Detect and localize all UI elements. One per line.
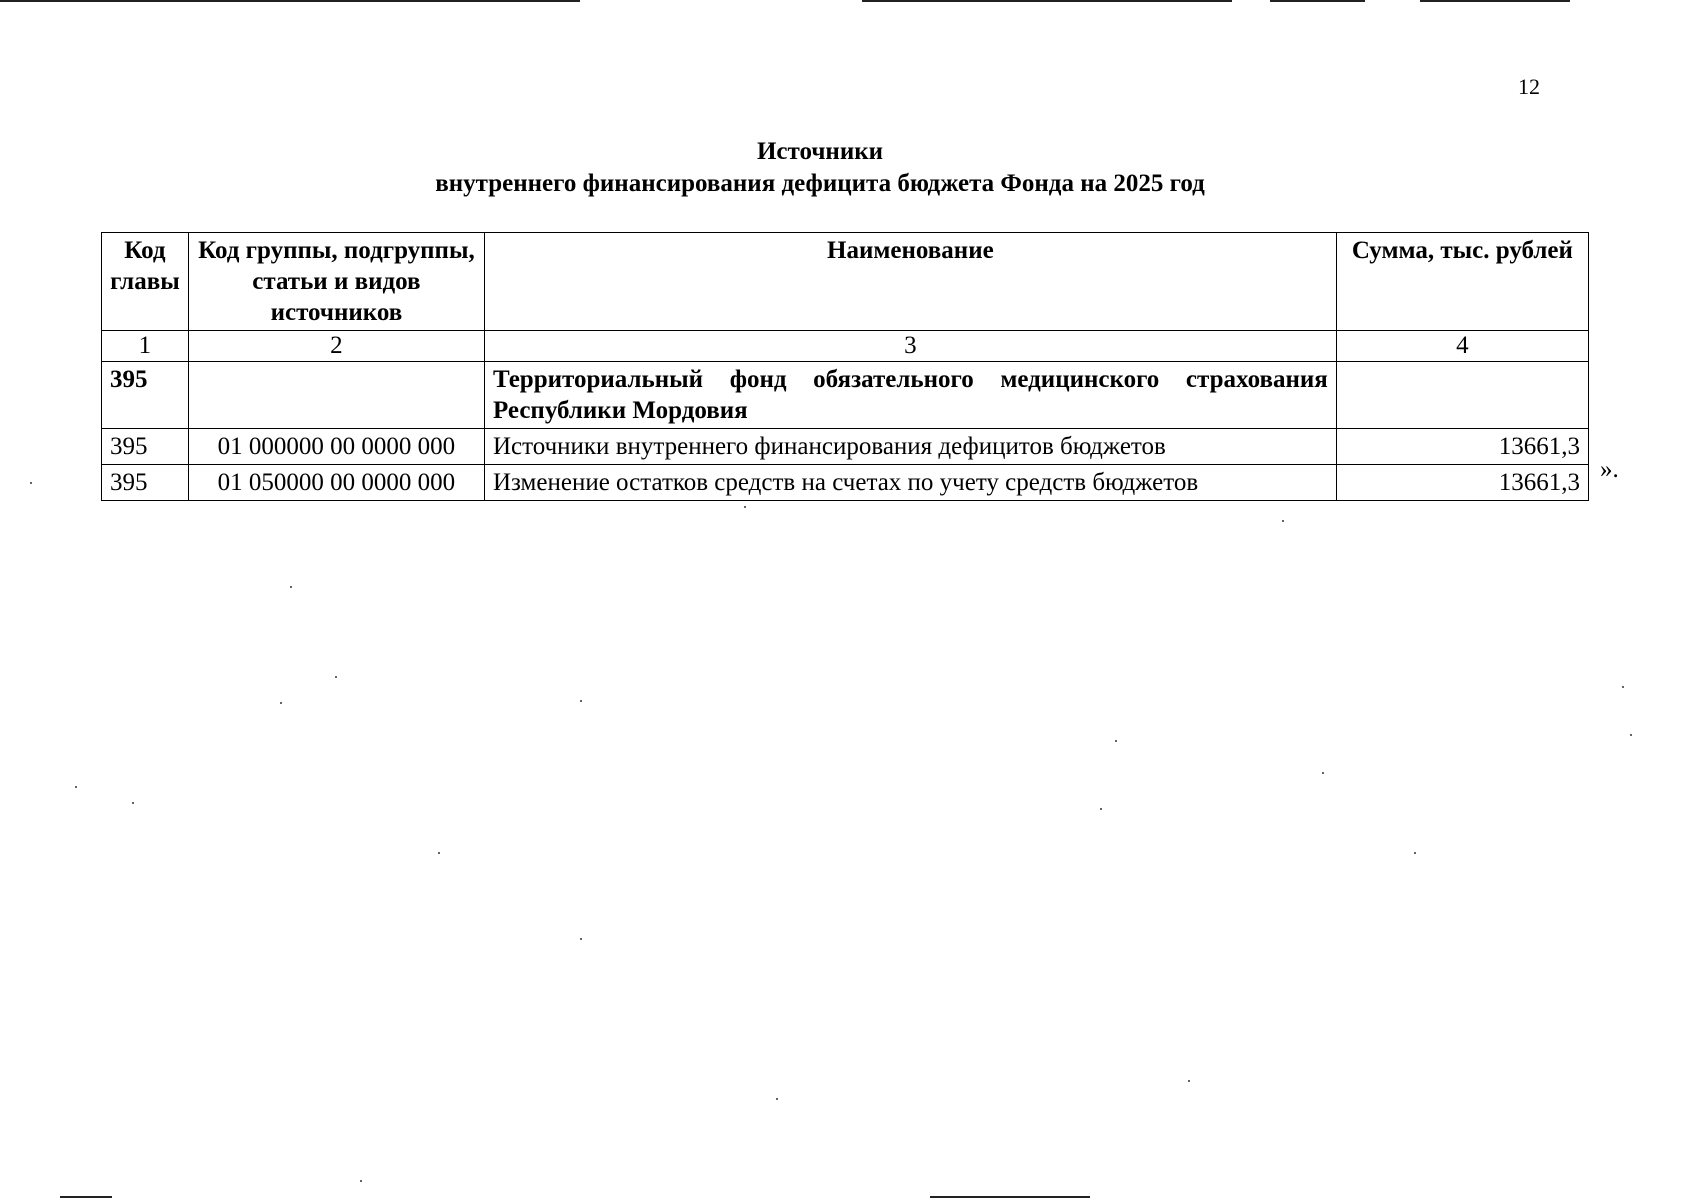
scan-speck (1414, 852, 1416, 854)
column-number: 1 (102, 331, 189, 362)
scan-edge-line (60, 1196, 112, 1198)
scan-speck (1100, 808, 1102, 810)
amount-cell: 13661,3 (1336, 429, 1588, 465)
scan-edge-line (930, 1196, 1090, 1198)
table-row (102, 465, 1589, 501)
column-number: 3 (484, 331, 1336, 362)
header-name: Наименование (484, 233, 1336, 331)
scan-speck (1630, 734, 1632, 736)
header-group-code: Код группы, подгруппы, статьи и видов источников (188, 233, 484, 331)
scan-speck (335, 676, 337, 678)
group-code-cell: 01 050000 00 0000 000 (188, 465, 484, 501)
scan-edge-line (862, 0, 1232, 2)
name-cell: Территориальный фонд обязательного медицинского страхования Республики Мордовия (484, 362, 1336, 429)
amount-cell (1336, 362, 1588, 429)
scan-speck (744, 506, 746, 508)
scan-speck (776, 1098, 778, 1100)
group-code-cell: 01 000000 00 0000 000 (188, 429, 484, 465)
scan-speck (30, 482, 32, 484)
chapter-code-cell: 395 (102, 362, 189, 429)
chapter-code-cell: 395 (102, 429, 189, 465)
scan-speck (1188, 1080, 1190, 1082)
column-number: 2 (188, 331, 484, 362)
scan-speck (75, 786, 77, 788)
column-number-row (102, 331, 1589, 362)
table-header-row (102, 233, 1589, 331)
closing-quote: ». (1600, 456, 1619, 483)
scan-edge-line (1420, 0, 1570, 2)
group-code-cell (188, 362, 484, 429)
scan-speck (1622, 686, 1624, 688)
table-row (102, 362, 1589, 429)
scan-speck (1282, 520, 1284, 522)
scan-speck (290, 586, 292, 588)
header-chapter-code: Код главы (102, 233, 189, 331)
scan-speck (1322, 772, 1324, 774)
scan-speck (360, 1180, 362, 1182)
amount-cell: 13661,3 (1336, 465, 1588, 501)
page-number: 12 (1518, 74, 1540, 99)
scan-speck (1115, 740, 1117, 742)
scan-speck (580, 938, 582, 940)
financing-sources-table (101, 232, 1589, 501)
column-number: 4 (1336, 331, 1588, 362)
document-subtitle: внутреннего финансирования дефицита бюджета Фонда на 2025 год (435, 170, 1205, 197)
name-cell: Источники внутреннего финансирования дефицитов бюджетов (484, 429, 1336, 465)
document-title: Источники (756, 138, 884, 165)
scan-speck (132, 802, 134, 804)
name-cell: Изменение остатков средств на счетах по учету средств бюджетов (484, 465, 1336, 501)
header-amount: Сумма, тыс. рублей (1336, 233, 1588, 331)
chapter-code-cell: 395 (102, 465, 189, 501)
scan-speck (580, 700, 582, 702)
scan-edge-line (1270, 0, 1365, 2)
scan-edge-line (0, 0, 580, 2)
table-row (102, 429, 1589, 465)
scan-speck (280, 702, 282, 704)
scan-speck (438, 852, 440, 854)
